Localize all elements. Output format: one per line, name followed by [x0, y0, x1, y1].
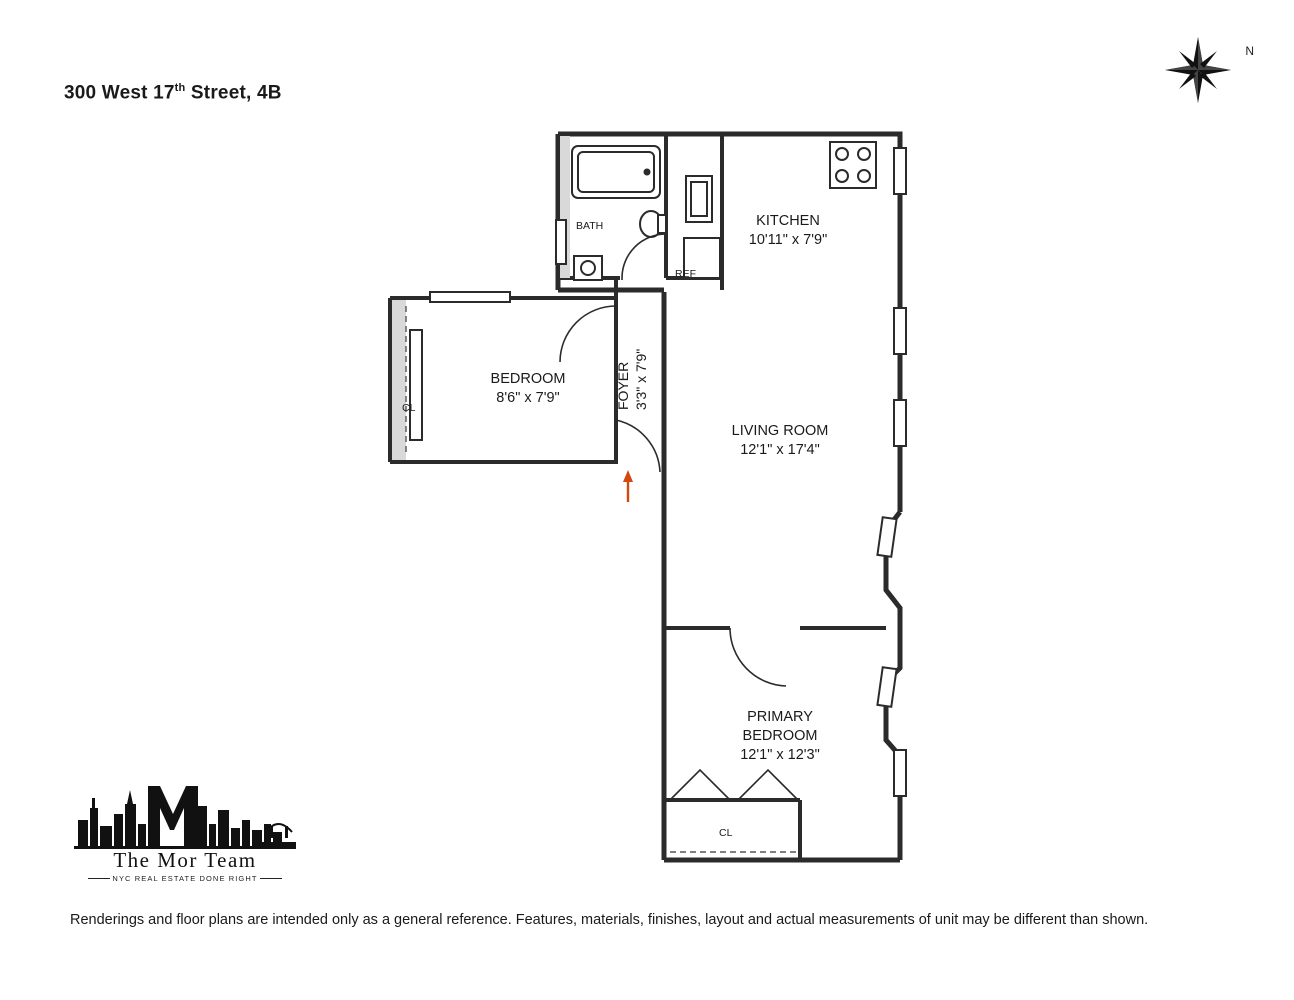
floorplan-drawing — [370, 120, 930, 880]
page-title-main: 300 West 17 — [64, 82, 175, 104]
entry-arrow-icon — [623, 470, 633, 502]
compass-north-label: N — [1245, 44, 1254, 58]
living-room-dimensions: 12'1" x 17'4" — [740, 442, 820, 458]
bedroom-dimensions: 8'6" x 7'9" — [496, 390, 560, 406]
foyer-dimensions: 3'3" x 7'9" — [633, 348, 649, 410]
foyer-dimensions-wrap — [632, 349, 650, 410]
room-label-living-room — [670, 422, 890, 460]
closet-label-primary: CL — [719, 827, 733, 839]
living-room-name: LIVING ROOM — [731, 423, 829, 439]
room-label-bedroom — [408, 370, 648, 408]
logo-tagline: NYC REAL ESTATE DONE RIGHT — [112, 874, 258, 883]
compass-rose-icon — [1158, 30, 1258, 110]
room-label-primary-bedroom — [670, 708, 890, 765]
room-label-kitchen — [698, 212, 878, 250]
primary-bedroom-name-line2: BEDROOM — [742, 728, 818, 744]
kitchen-dimensions: 10'11" x 7'9" — [748, 232, 828, 248]
closet-label-bedroom: CL — [402, 402, 416, 414]
room-label-bath: BATH — [576, 220, 604, 232]
disclaimer-text: Renderings and floor plans are intended only as a general reference. Features, materials, finishes, layout and actual measurements of unit may be different than shown. — [70, 912, 1149, 928]
foyer-name: FOYER — [615, 361, 631, 410]
primary-bedroom-name-line1: PRIMARY — [747, 709, 813, 725]
refrigerator-label: REF — [675, 268, 696, 280]
skyline-m-logo-icon — [70, 780, 300, 850]
kitchen-name: KITCHEN — [756, 213, 820, 229]
logo-brand-name: The Mor Team — [113, 848, 257, 872]
compass-rose — [1158, 30, 1258, 110]
bedroom-name: BEDROOM — [490, 371, 566, 387]
room-label-foyer — [614, 362, 632, 410]
page-title — [64, 82, 282, 104]
company-logo — [70, 780, 300, 890]
bathroom-fixtures — [572, 146, 666, 280]
page-title-rest: Street, 4B — [185, 82, 282, 104]
primary-bedroom-dimensions: 12'1" x 12'3" — [740, 747, 820, 763]
page-title-ordinal: th — [174, 82, 186, 94]
